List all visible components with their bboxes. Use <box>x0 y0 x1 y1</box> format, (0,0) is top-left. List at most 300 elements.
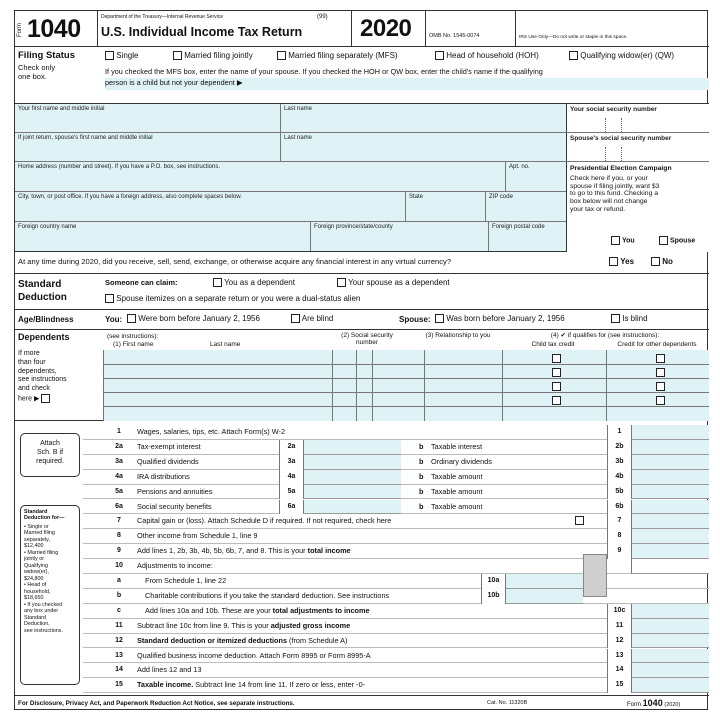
field-label: City, town, or post office. If you have a foreign address, also complete spaces below. <box>18 194 242 200</box>
option-label: You as a dependent <box>224 278 295 287</box>
apt-field[interactable] <box>505 162 566 191</box>
sub-text: Taxable amount <box>431 486 483 496</box>
line-desc: Social security benefits <box>137 501 212 511</box>
income-line-12 <box>83 634 709 649</box>
std-box-title: Deduction for— <box>24 515 65 522</box>
sub-text: Taxable amount <box>431 501 483 511</box>
campaign-text: Check here if you, or your <box>570 174 648 182</box>
zip-field[interactable] <box>485 192 566 221</box>
age-spouse-label: Spouse: <box>399 315 431 324</box>
line-number: 8 <box>117 532 121 540</box>
spouse-first-name-field[interactable] <box>15 133 280 161</box>
virtual-currency-row <box>15 252 709 274</box>
line-text <box>137 547 351 555</box>
mid-amount-field[interactable] <box>303 455 401 470</box>
income-line-1 <box>83 425 709 440</box>
line-number: 11 <box>115 621 123 629</box>
checkbox[interactable] <box>105 51 114 60</box>
std-box-item: • Head of <box>24 582 47 589</box>
line-box-label: 6b <box>607 500 631 515</box>
field-label: Last name <box>284 106 313 112</box>
filing-status-sub: Check only <box>18 63 56 72</box>
form-word: Form <box>17 23 23 37</box>
line-text <box>137 666 202 674</box>
footer-num: 1040 <box>642 698 663 708</box>
sub-letter: b <box>419 501 424 511</box>
income-line-4b <box>83 470 709 485</box>
line-box-label: 2b <box>607 440 631 455</box>
line-box-label: 12 <box>607 634 631 649</box>
std-box-item: $18,650 <box>24 595 44 602</box>
dependents-see: (see instructions): <box>107 333 159 340</box>
status-option-mfs[interactable] <box>277 51 398 60</box>
line-amount-field[interactable] <box>631 529 709 544</box>
empty-amount-area <box>631 559 709 574</box>
foreign-postal-field[interactable] <box>488 222 566 251</box>
line-text <box>145 577 226 585</box>
mid-box-label: 4a <box>279 470 303 485</box>
attach-text: Sch. B if <box>36 449 64 457</box>
virtual-yes[interactable] <box>609 257 634 266</box>
filing-status-title: Filing Status <box>18 50 75 61</box>
line-amount-field[interactable] <box>631 485 709 500</box>
checkbox[interactable] <box>291 314 300 323</box>
line-desc-bold: Taxable income. <box>137 680 194 690</box>
std-box-item: Standard <box>24 614 46 621</box>
age-you-label: You: <box>105 315 123 324</box>
field-label: Your social security number <box>570 106 657 113</box>
footer-form: Form <box>627 702 641 708</box>
line-number: 13 <box>115 651 123 659</box>
side-text: and check <box>18 385 50 392</box>
line-number: 3a <box>115 457 123 465</box>
form-footer <box>15 695 709 711</box>
std-box-item: see instructions. <box>24 627 63 634</box>
dep-col-other-credit: Credit for other dependents <box>617 341 697 348</box>
foreign-province-field[interactable] <box>310 222 488 251</box>
omb-number: OMB No. 1545-0074 <box>429 33 480 39</box>
campaign-you[interactable] <box>611 236 635 245</box>
side-text: see instructions <box>18 376 67 384</box>
checkbox[interactable] <box>173 51 182 60</box>
shaded-area <box>583 554 607 597</box>
line-text <box>137 428 285 436</box>
option-label: You <box>621 237 635 245</box>
side-text: here ▶ <box>18 395 40 403</box>
dependents-section <box>15 330 709 421</box>
income-line-10c <box>83 604 709 619</box>
option-label: Your spouse as a dependent <box>348 278 450 287</box>
income-line-5b <box>83 485 709 500</box>
sub-letter: b <box>419 471 424 481</box>
line-desc: Other income from Schedule 1, line 9 <box>137 531 258 541</box>
checkbox[interactable] <box>105 294 114 303</box>
child-credit-checkboxes <box>552 352 561 408</box>
line-amount-field[interactable] <box>631 663 709 678</box>
line-amount-field[interactable] <box>631 544 709 559</box>
line-box-label: 15 <box>607 678 631 693</box>
std-box-item: household, <box>24 588 51 595</box>
checkbox[interactable] <box>659 236 668 245</box>
presidential-campaign-box <box>566 162 709 252</box>
home-address-field[interactable] <box>15 162 505 191</box>
ssn-field[interactable] <box>566 104 709 132</box>
line-number: a <box>117 577 121 584</box>
income-line-8 <box>83 529 709 544</box>
checkbox[interactable] <box>435 51 444 60</box>
campaign-spouse[interactable] <box>659 236 695 245</box>
line-amount-field[interactable] <box>631 500 709 515</box>
field-label: If joint return, spouse's first name and middle initial <box>18 135 153 141</box>
option-label: Qualifying widow(er) (QW) <box>580 51 675 60</box>
side-text: dependents, <box>18 367 57 375</box>
line-desc: Qualified business income deduction. Attach Form 8995 or Form 8995-A <box>137 650 371 660</box>
dep-col-qualifies: (4) ✔ if qualifies for (see instructions): <box>550 332 660 339</box>
footer-form-id <box>627 698 680 709</box>
field-label: Spouse's social security number <box>570 135 672 142</box>
status-option-qw[interactable] <box>569 51 674 60</box>
dependents-table <box>103 350 709 421</box>
side-text: than four <box>18 358 46 366</box>
field-label: State <box>409 194 424 200</box>
spouse-last-name-field[interactable] <box>280 133 566 161</box>
line-amount-field[interactable] <box>631 678 709 693</box>
you-blind[interactable] <box>291 314 333 323</box>
sub-letter: b <box>419 486 424 496</box>
checkbox[interactable] <box>656 368 665 377</box>
footer-cat: Cat. No. 11320B <box>487 700 528 706</box>
sub-text: Taxable interest <box>431 441 483 451</box>
line-box-label: 13 <box>607 649 631 664</box>
line-text <box>137 473 190 481</box>
line-number: 2a <box>115 442 123 450</box>
std-box-item: Deduction, <box>24 621 50 628</box>
age-blindness-row <box>15 310 709 330</box>
sub-letter: b <box>419 441 424 451</box>
income-line-7 <box>83 514 709 529</box>
line-box-label: 4b <box>607 470 631 485</box>
field-label: Foreign province/state/county <box>314 224 393 230</box>
option-label: Were born before January 2, 1956 <box>138 314 260 323</box>
checkbox[interactable] <box>337 278 346 287</box>
capital-gain-checkbox[interactable] <box>575 516 584 525</box>
field-label: Apt. no. <box>509 164 530 170</box>
first-name-field[interactable] <box>15 104 280 132</box>
line-text <box>137 532 257 540</box>
income-line-14 <box>83 663 709 678</box>
campaign-text: box below will not change <box>570 198 648 206</box>
mid-amount-field[interactable] <box>303 440 401 455</box>
checkbox[interactable] <box>552 382 561 391</box>
income-line-10 <box>83 559 709 574</box>
option-label: Are blind <box>301 314 334 323</box>
std-box-item: Married filing <box>24 530 55 537</box>
std-box-item: jointly or <box>24 556 45 563</box>
spouse-blind[interactable] <box>611 314 648 323</box>
status-option-hoh[interactable] <box>435 51 539 60</box>
line-box-label: 14 <box>607 663 631 678</box>
std-box-item: any box under <box>24 608 59 615</box>
line-desc: IRA distributions <box>137 471 190 481</box>
income-lines <box>15 421 709 695</box>
age-title: Age/Blindness <box>18 315 74 324</box>
tax-year: 2020 <box>360 15 412 42</box>
income-line-10a <box>83 574 709 589</box>
field-label: Your first name and middle initial <box>18 106 105 112</box>
checkbox[interactable] <box>552 368 561 377</box>
field-label: Last name <box>284 135 313 141</box>
line-text <box>137 503 212 511</box>
department-text: Department of the Treasury—Internal Revenue Service <box>101 14 224 20</box>
field-label: ZIP code <box>489 194 513 200</box>
line-amount-field[interactable] <box>631 634 709 649</box>
std-box-item: • Married filing <box>24 549 59 556</box>
line-box-label: 9 <box>607 544 631 559</box>
std-box-item: $12,400 <box>24 543 44 550</box>
state-field[interactable] <box>405 192 485 221</box>
line-desc: Subtract line 10c from line 9. This is your <box>137 620 271 630</box>
income-line-13 <box>83 649 709 664</box>
income-line-10b <box>83 589 709 604</box>
sub-text: Taxable amount <box>431 471 483 481</box>
option-label: Single <box>116 51 139 60</box>
attach-text: Attach <box>40 440 60 447</box>
foreign-country-field[interactable] <box>15 222 310 251</box>
standard-title: Deduction <box>18 292 67 303</box>
line-box-label: 11 <box>607 619 631 634</box>
line-amount-field[interactable] <box>631 455 709 470</box>
checkbox[interactable] <box>656 396 665 405</box>
field-label: Home address (number and street). If you have a P.O. box, see instructions. <box>18 164 220 170</box>
line-amount-field[interactable] <box>631 470 709 485</box>
spouse-itemizes[interactable] <box>105 294 360 303</box>
checkbox[interactable] <box>656 382 665 391</box>
line-desc: Add lines 10a and 10b. These are your <box>145 605 273 615</box>
line-number: 1 <box>117 428 121 435</box>
checkbox[interactable] <box>611 236 620 245</box>
std-box-item: $24,800 <box>24 575 44 582</box>
standard-deduction-box <box>20 505 80 685</box>
option-label: Yes <box>620 257 635 266</box>
checkbox[interactable] <box>569 51 578 60</box>
mid-amount-field[interactable] <box>303 485 401 500</box>
std-box-item: widow(er), <box>24 569 49 576</box>
income-line-6b <box>83 500 709 515</box>
attach-sch-b-box <box>20 433 80 477</box>
someone-can-claim: Someone can claim: <box>105 278 178 287</box>
line-desc-tail: (from Schedule A) <box>287 635 348 645</box>
line-desc: Adjustments to income: <box>137 561 213 571</box>
line-desc: Wages, salaries, tips, etc. Attach Form(s) W-2 <box>137 427 286 436</box>
line-text <box>137 652 371 660</box>
dep-col-last: Last name <box>210 341 241 348</box>
mid-amount-field[interactable] <box>303 500 401 515</box>
checkbox[interactable] <box>552 354 561 363</box>
claim-spouse-dependent[interactable] <box>337 278 450 287</box>
mid-box-label: 3a <box>279 455 303 470</box>
sub-amount-field[interactable] <box>505 589 583 604</box>
line-desc-bold: Standard deduction or itemized deductions <box>137 635 288 645</box>
field-label: Foreign postal code <box>492 224 545 230</box>
virtual-currency-question: At any time during 2020, did you receive, sell, send, exchange, or otherwise acquire any financial interest in any virtual currency? <box>18 257 452 266</box>
filing-status-sub: one box. <box>18 72 47 81</box>
footer-notice: For Disclosure, Privacy Act, and Paperwork Reduction Act Notice, see separate instructions. <box>18 700 295 707</box>
checkbox[interactable] <box>656 354 665 363</box>
form-1040 <box>14 10 708 710</box>
option-label: Spouse <box>669 237 696 245</box>
line-desc: Qualified dividends <box>137 456 199 466</box>
line-amount-field[interactable] <box>631 619 709 634</box>
campaign-text: spouse if filing jointly, want $3 <box>570 182 660 190</box>
line-number: 10 <box>115 562 123 570</box>
line-desc: Tax-exempt interest <box>137 441 201 451</box>
std-box-title: Standard <box>24 509 48 515</box>
std-box-item: Qualifying <box>24 562 48 569</box>
sub-box-label: 10a <box>481 574 505 589</box>
line-box-label: 3b <box>607 455 631 470</box>
line-desc-tail: Subtract line 14 from line 11. If zero or less, enter -0- <box>193 680 366 690</box>
line-text <box>137 458 199 466</box>
status-option-single[interactable] <box>105 51 138 60</box>
irs-use-only: IRS Use Only—Do not write or staple in this space. <box>519 35 628 40</box>
dependents-side-note <box>18 350 67 404</box>
line-number: 9 <box>117 547 121 555</box>
option-label: Married filing jointly <box>184 51 253 60</box>
other-credit-checkboxes <box>656 352 665 408</box>
mid-box-label: 2a <box>279 440 303 455</box>
dep-col-child-credit: Child tax credit <box>531 341 575 348</box>
spouse-born-before[interactable] <box>435 314 565 323</box>
field-label: Foreign country name <box>18 224 77 230</box>
line-text <box>145 592 389 600</box>
city-field[interactable] <box>15 192 405 221</box>
option-label: Head of household (HOH) <box>446 51 539 60</box>
checkbox[interactable] <box>435 314 444 323</box>
line-number: 14 <box>115 666 123 674</box>
mid-amount-field[interactable] <box>303 470 401 485</box>
checkbox[interactable] <box>127 314 136 323</box>
option-label: Is blind <box>622 314 648 323</box>
line-desc-bold: total income <box>307 546 351 556</box>
footer-year: (2020) <box>664 702 681 708</box>
income-line-11 <box>83 619 709 634</box>
line-desc: Capital gain or (loss). Attach Schedule D if required. If not required, check here <box>137 516 392 526</box>
dep-col-first: (1) First name <box>113 341 154 348</box>
income-line-9 <box>83 544 709 559</box>
dependents-title: Dependents <box>18 332 70 342</box>
option-label: Was born before January 2, 1956 <box>446 314 565 323</box>
line-desc-bold: adjusted gross income <box>270 620 351 630</box>
line-number: c <box>117 606 121 614</box>
spouse-ssn-field[interactable] <box>566 133 709 161</box>
line-amount-field[interactable] <box>631 440 709 455</box>
line-number: b <box>116 591 122 599</box>
claim-you-dependent[interactable] <box>213 278 295 287</box>
filing-status-note: If you checked the MFS box, enter the name of your spouse. If you checked the HOH or QW box, enter the child's name if the qualifying <box>105 67 543 76</box>
line-text <box>137 681 365 689</box>
std-box-item: • If you checked <box>24 601 63 608</box>
you-born-before[interactable] <box>127 314 260 323</box>
line-text <box>145 607 370 615</box>
line-box-label: 8 <box>607 529 631 544</box>
checkbox[interactable] <box>611 314 620 323</box>
sub-box-label: 10b <box>481 589 505 604</box>
line-box-label: 7 <box>607 514 631 529</box>
line-number: 6a <box>115 502 123 510</box>
line-desc: Pensions and annuities <box>137 486 213 496</box>
checkbox[interactable] <box>213 278 222 287</box>
checkbox[interactable] <box>651 257 660 266</box>
line-text <box>137 488 212 496</box>
line-box-label: 1 <box>607 425 631 440</box>
attach-text: required. <box>36 458 64 466</box>
virtual-no[interactable] <box>651 257 673 266</box>
line-text <box>137 443 201 451</box>
checkbox[interactable] <box>609 257 618 266</box>
line-desc-bold: total adjustments to income <box>272 605 370 615</box>
line-number: 5a <box>115 487 123 495</box>
option-label: Spouse itemizes on a separate return or you were a dual-status alien <box>116 294 361 303</box>
standard-deduction-section <box>15 274 709 310</box>
dep-col-relationship: (3) Relationship to you <box>425 332 491 339</box>
line-desc: Charitable contributions if you take the standard deduction. See instructions <box>145 590 390 600</box>
status-option-mfj[interactable] <box>173 51 253 60</box>
line-box-label: 10c <box>607 604 631 619</box>
standard-title: Standard <box>18 279 62 290</box>
form-title: U.S. Individual Income Tax Return <box>101 25 303 39</box>
last-name-field[interactable] <box>280 104 566 132</box>
line-amount-field[interactable] <box>631 514 709 529</box>
campaign-title: Presidential Election Campaign <box>570 165 672 172</box>
line-amount-field[interactable] <box>631 425 709 440</box>
sub-text: Ordinary dividends <box>431 456 492 466</box>
mid-box-label: 6a <box>279 500 303 515</box>
income-line-3b <box>83 455 709 470</box>
checkbox[interactable] <box>552 396 561 405</box>
line-box-label: 5b <box>607 485 631 500</box>
mid-box-label: 5a <box>279 485 303 500</box>
line-desc: From Schedule 1, line 22 <box>145 576 227 585</box>
line-text <box>137 622 350 630</box>
line-text <box>137 562 213 570</box>
line-text <box>137 637 347 645</box>
line-amount-field[interactable] <box>631 604 709 619</box>
campaign-text: your tax or refund. <box>570 206 626 214</box>
sub-amount-field[interactable] <box>505 574 583 589</box>
line-number: 12 <box>115 636 123 644</box>
line-number: 7 <box>117 517 121 525</box>
more-dependents-checkbox[interactable] <box>41 394 50 403</box>
form-code: (99) <box>317 14 328 20</box>
option-label: No <box>662 257 673 266</box>
option-label: Married filing separately (MFS) <box>288 51 398 60</box>
income-line-15 <box>83 678 709 693</box>
checkbox[interactable] <box>277 51 286 60</box>
filing-status-note: person is a child but not your dependent ▶ <box>105 78 243 87</box>
campaign-text: to go to this fund. Checking a <box>570 190 659 198</box>
dep-col-ssn: (2) Social security number <box>341 332 393 347</box>
income-line-2b <box>83 440 709 455</box>
std-box-item: separately, <box>24 536 50 543</box>
line-desc: Add lines 1, 2b, 3b, 4b, 5b, 6b, 7, and 8. This is your <box>137 546 308 556</box>
line-desc: Add lines 12 and 13 <box>137 665 202 675</box>
std-box-item: • Single or <box>24 523 49 530</box>
sub-letter: b <box>419 456 424 466</box>
form-header <box>15 11 709 47</box>
form-number: 1040 <box>27 15 81 43</box>
line-number: 15 <box>115 681 123 689</box>
line-amount-field[interactable] <box>631 649 709 664</box>
